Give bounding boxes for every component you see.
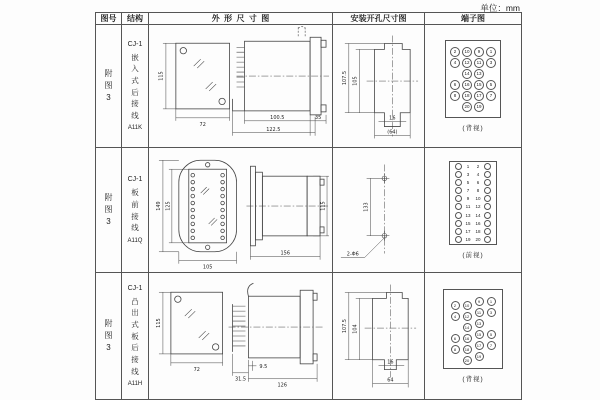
terminal-screw-icon [484,163,491,170]
dim-side-length: 156 [280,250,290,257]
outline-cell-a11q [149,148,333,273]
dim-side-length: 126 [277,382,288,389]
terminal-circle: 8 [450,91,460,101]
terminal-circle: 4 [451,312,460,321]
terminal-circle: 10 [463,301,472,310]
figure-no-label: 附图3 [104,193,113,226]
terminal-number-left: 11 [465,204,471,210]
terminal-number-left: 7 [466,188,470,194]
terminal-number-left: 17 [465,228,471,234]
side-view [229,283,324,388]
terminal-box-back [445,40,501,118]
terminal-circle: 1 [486,47,496,57]
terminal-circle: 9 [475,297,484,306]
structure-code: A11K [127,125,143,132]
terminal-circle: 13 [475,319,484,328]
terminal-box-front [449,161,497,245]
dim-side-terminal: 31.5 [234,376,247,383]
terminal-number-right: 14 [475,212,481,218]
terminal-number-right: 16 [475,220,481,226]
dim-mount-h1: 107.5 [341,319,348,334]
terminal-circle: 17 [474,91,484,101]
terminal-circle: 3 [487,308,496,317]
terminal-screw-icon [455,236,462,243]
terminal-circle: 13 [474,69,484,79]
terminal-cell-a11k [425,25,521,148]
terminal-view-label: (背视) [462,376,484,383]
terminal-number-left: 15 [465,220,471,226]
mounting-cell-a11h [333,273,425,399]
terminal-screw-icon [455,179,462,186]
terminal-number-right: 2 [476,164,480,170]
terminal-circle: 15 [474,80,484,90]
model-label: CJ-1 [127,284,143,292]
terminal-screw-icon [484,203,491,210]
model-label: CJ-1 [127,40,143,48]
terminal-circle: 8 [451,345,460,354]
terminal-circle: 14 [462,69,472,79]
header-outline: 外形尺寸图 [149,13,333,25]
structure-code: A11H [127,381,143,388]
dim-front-width: 72 [199,121,206,128]
terminal-circle: 11 [475,308,484,317]
front-view [156,160,237,270]
terminal-number-right: 10 [475,196,481,202]
structure-name: 板前接线 [131,188,139,233]
dim-mount-h2: 105 [352,75,359,86]
outline-drawing-a11k [149,25,332,148]
front-view [156,292,223,373]
figure-no-cell-a11q [96,148,122,273]
dim-front-width: 105 [202,264,213,271]
terminal-pair-row [455,203,491,210]
terminal-screw-icon [484,220,491,227]
terminal-circle: 12 [463,312,472,321]
terminal-circle: 20 [463,356,472,365]
terminal-number-left: 19 [465,236,471,242]
hole-spec-label: 2-Φ6 [346,251,359,258]
terminal-number-right: 12 [475,204,481,210]
terminal-circle: 2 [451,301,460,310]
figure-no-label: 附图3 [104,319,113,352]
terminal-circle: 1 [487,297,496,306]
structure-name: 嵌入式后接线 [131,52,139,120]
side-view [246,166,329,259]
outline-cell-a11h [149,273,333,399]
header-structure: 结构 [122,13,149,25]
terminal-screw-icon [455,228,462,235]
dim-front-height: 115 [158,70,165,81]
terminal-screw-icon [455,163,462,170]
terminal-circle: 2 [450,47,460,57]
dim-side-body: 100.5 [270,114,285,121]
mounting-drawing-a11q [333,148,424,273]
terminal-circle: 20 [462,102,472,112]
dim-mount-h2: 104 [352,324,359,334]
terminal-number-left: 9 [466,196,470,202]
terminal-pair-row [455,212,491,219]
dim-side-height: 115 [320,200,327,211]
terminal-cell-a11q [425,148,521,273]
terminal-number-right: 4 [476,172,480,178]
terminal-circle: 15 [475,330,484,339]
terminal-box-back-staggered [443,289,503,369]
front-view [158,43,229,128]
terminal-cell-a11h [425,273,521,399]
header-terminal: 端子图 [425,13,521,25]
terminal-circle: 19 [475,352,484,361]
terminal-circle: 19 [474,102,484,112]
terminal-screw-icon [455,203,462,210]
terminal-view-label: (前视) [462,252,484,259]
dim-front-width: 72 [193,366,200,373]
terminal-screw-icon [455,187,462,194]
mounting-cell-a11q [333,148,425,273]
outline-cell-a11k [149,25,333,148]
terminal-pair-row [455,228,491,235]
structure-cell-a11q [122,148,149,273]
terminal-screw-icon [455,212,462,219]
side-view [233,26,329,135]
unit-label: 单位：mm [480,3,520,13]
terminal-circle: 12 [462,58,472,68]
dim-mount-w2: 64 [387,377,394,384]
terminal-number-left: 13 [465,212,471,218]
terminal-circle: 17 [475,341,484,350]
terminal-number-left: 3 [466,172,470,178]
structure-cell-a11k [122,25,149,148]
terminal-number-right: 8 [476,188,480,194]
dim-mount-w1: 16 [389,115,396,122]
terminal-screw-icon [484,179,491,186]
terminal-circle: 7 [487,341,496,350]
header-figure-no: 图号 [96,13,122,25]
figure-no-label: 附图3 [104,69,113,102]
terminal-circle: 9 [474,47,484,57]
dim-side-offset: 9.5 [259,363,268,370]
dim-mount-w1: 16 [387,359,394,366]
terminal-pair-row [455,163,491,170]
terminal-view-label: (背视) [462,125,484,132]
terminal-pair-row [455,220,491,227]
dim-mount-w2: (64) [387,128,398,135]
header-mounting: 安装开孔尺寸图 [333,13,425,25]
mounting-drawing-a11h [333,276,424,396]
dim-side-flange: 35 [314,114,322,121]
terminal-pair-row [455,171,491,178]
terminal-screw-icon [484,195,491,202]
terminal-circle: 3 [486,58,496,68]
terminal-screw-icon [484,228,491,235]
dim-hole-spacing: 133 [363,201,370,212]
figure-no-cell-a11k [96,25,122,148]
terminal-circle: 5 [486,80,496,90]
mounting-drawing-a11k [333,25,424,148]
terminal-circle: 6 [451,334,460,343]
terminal-number-left: 5 [466,180,470,186]
terminal-screw-icon [484,171,491,178]
terminal-circle: 14 [463,323,472,332]
terminal-circle: 18 [462,91,472,101]
dim-front-outer-h: 149 [155,200,162,211]
structure-name: 凸出式板后接线 [131,296,139,376]
structure-cell-a11h [122,273,149,399]
terminal-circle: 4 [450,58,460,68]
terminal-pair-row [455,187,491,194]
mounting-cell-a11k [333,25,425,148]
terminal-screw-icon [484,212,491,219]
terminal-circle: 5 [487,330,496,339]
terminal-circle: 10 [462,47,472,57]
outline-drawing-a11q [149,148,332,273]
outline-drawing-a11h [149,276,332,396]
terminal-pair-row [455,236,491,243]
spec-table [95,12,522,400]
terminal-circle: 16 [463,334,472,343]
terminal-circle: 7 [486,91,496,101]
terminal-number-right: 20 [475,236,481,242]
structure-code: A11Q [127,237,143,244]
dim-mount-h1: 107.5 [341,70,348,85]
terminal-screw-icon [455,171,462,178]
dim-front-inner-h: 125 [165,200,172,211]
model-label: CJ-1 [127,176,143,184]
terminal-screw-icon [484,236,491,243]
terminal-circle: 18 [463,345,472,354]
terminal-number-left: 1 [466,164,470,170]
terminal-number-right: 6 [476,180,480,186]
terminal-circle: 16 [462,80,472,90]
terminal-screw-icon [455,195,462,202]
terminal-circle: 11 [474,58,484,68]
terminal-screw-icon [484,187,491,194]
figure-no-cell-a11h [96,273,122,399]
terminal-pair-row [455,195,491,202]
terminal-number-right: 18 [475,228,481,234]
dim-side-total: 122.5 [266,126,281,133]
terminal-screw-icon [455,220,462,227]
terminal-circle: 6 [450,80,460,90]
dim-front-height: 115 [155,318,162,328]
terminal-pair-row [455,179,491,186]
